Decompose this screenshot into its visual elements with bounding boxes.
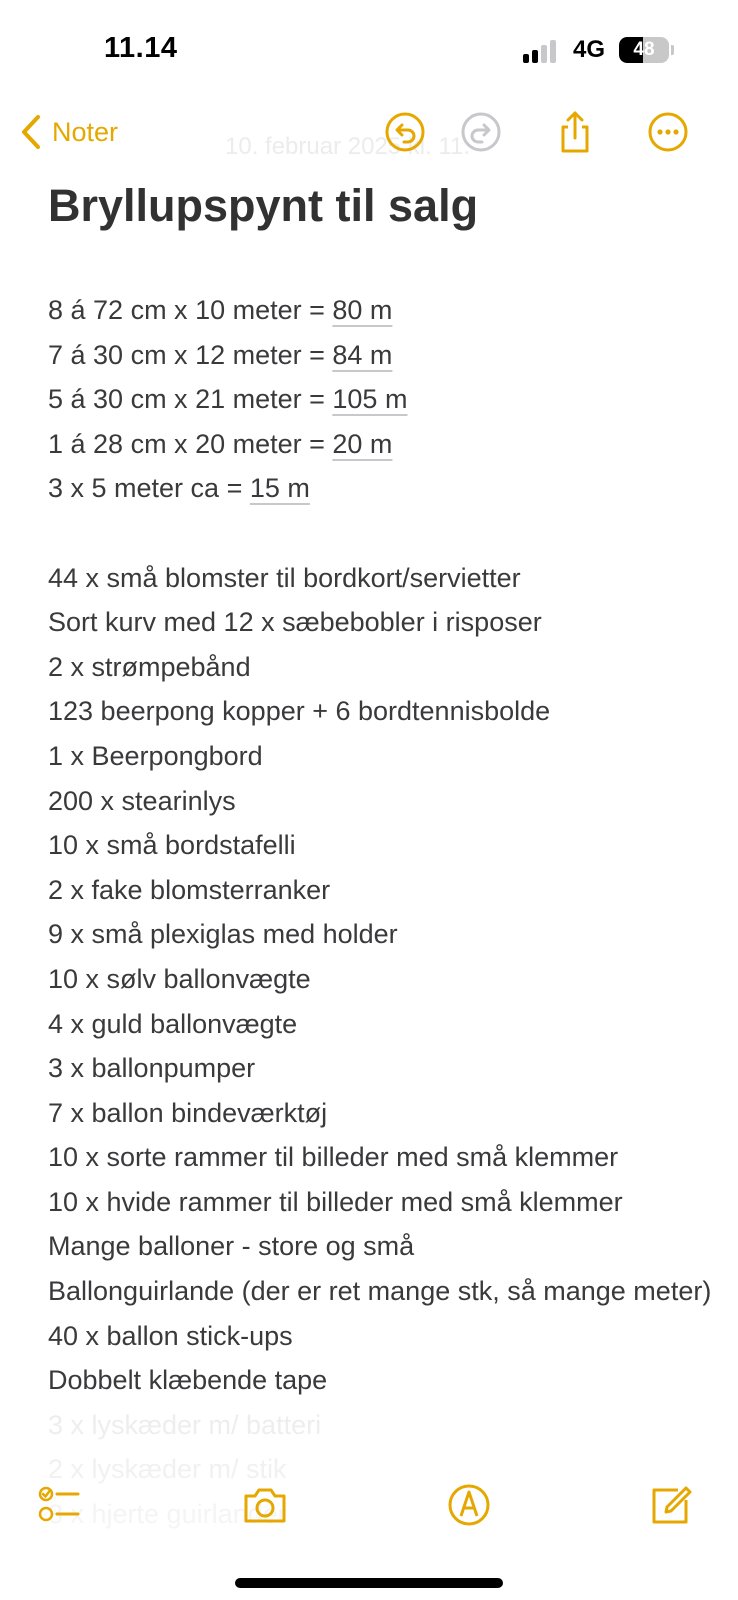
note-body[interactable] — [48, 288, 728, 1537]
list-item: 10 x små bordstafelli — [48, 830, 296, 861]
list-item: 4 x guld ballonvægte — [48, 1008, 298, 1039]
list-item: 2 x fake blomsterranker — [48, 874, 331, 905]
back-button[interactable] — [20, 108, 118, 156]
measure-total: 15 m — [249, 473, 310, 504]
nav-bar — [0, 100, 738, 164]
measure-line: 3 x 5 meter ca = 15 m — [48, 473, 310, 504]
battery-tip — [671, 45, 674, 55]
list-item: 40 x ballon stick-ups — [48, 1320, 293, 1351]
chevron-left-icon — [20, 114, 42, 150]
list-item: 10 x hvide rammer til billeder med små klemmer — [48, 1186, 623, 1217]
checklist-icon[interactable] — [36, 1482, 82, 1528]
list-item: Mange balloner - store og små — [48, 1231, 415, 1262]
list-item: 9 x små plexiglas med holder — [48, 919, 398, 950]
bottom-toolbar — [0, 1470, 738, 1540]
note-content[interactable] — [48, 176, 728, 1537]
share-icon[interactable] — [553, 110, 597, 154]
list-item: Dobbelt klæbende tape — [48, 1365, 328, 1396]
measure-line: 5 á 30 cm x 21 meter = 105 m — [48, 384, 408, 415]
list-item: 2 x strømpebånd — [48, 651, 251, 682]
list-item: 123 beerpong kopper + 6 bordtennisbolde — [48, 696, 551, 727]
more-icon[interactable] — [646, 110, 690, 154]
undo-icon[interactable] — [383, 110, 427, 154]
battery-icon — [619, 37, 669, 63]
markup-icon[interactable] — [446, 1482, 492, 1528]
compose-icon[interactable] — [648, 1482, 694, 1528]
camera-icon[interactable] — [242, 1482, 288, 1528]
note-title[interactable]: Bryllupspynt til salg — [48, 180, 479, 231]
measure-line: 7 á 30 cm x 12 meter = 84 m — [48, 339, 393, 370]
measure-line: 1 á 28 cm x 20 meter = 20 m — [48, 428, 393, 459]
note-date: 10. februar 2025 kl. 11. — [225, 133, 471, 160]
list-item: 200 x stearinlys — [48, 785, 236, 816]
list-item: 3 x ballonpumper — [48, 1053, 256, 1084]
network-type: 4G — [573, 36, 606, 63]
list-item: 10 x sølv ballonvægte — [48, 963, 311, 994]
status-bar — [0, 0, 738, 100]
measure-line: 8 á 72 cm x 10 meter = 80 m — [48, 295, 393, 325]
signal-icon — [523, 37, 563, 63]
list-item: 10 x sorte rammer til billeder med små klemmer — [48, 1142, 619, 1173]
back-label: Noter — [52, 116, 119, 147]
battery-percent: 48 — [633, 39, 655, 60]
list-item: Ballonguirlande (der er ret mange stk, så mange meter) — [48, 1276, 712, 1307]
measure-total: 80 m — [332, 295, 393, 325]
list-item: Sort kurv med 12 x sæbebobler i risposer — [48, 607, 542, 638]
status-time: 11.14 — [104, 32, 178, 64]
list-item: 7 x ballon bindeværktøj — [48, 1097, 328, 1128]
measure-total: 84 m — [332, 339, 393, 370]
measure-total: 105 m — [332, 384, 408, 415]
blank-line — [48, 511, 728, 556]
redo-icon[interactable] — [459, 110, 503, 154]
measure-total: 20 m — [332, 428, 393, 459]
home-indicator[interactable] — [235, 1578, 503, 1588]
list-item: 44 x små blomster til bordkort/servietter — [48, 562, 521, 593]
list-item: 1 x Beerpongbord — [48, 740, 263, 771]
